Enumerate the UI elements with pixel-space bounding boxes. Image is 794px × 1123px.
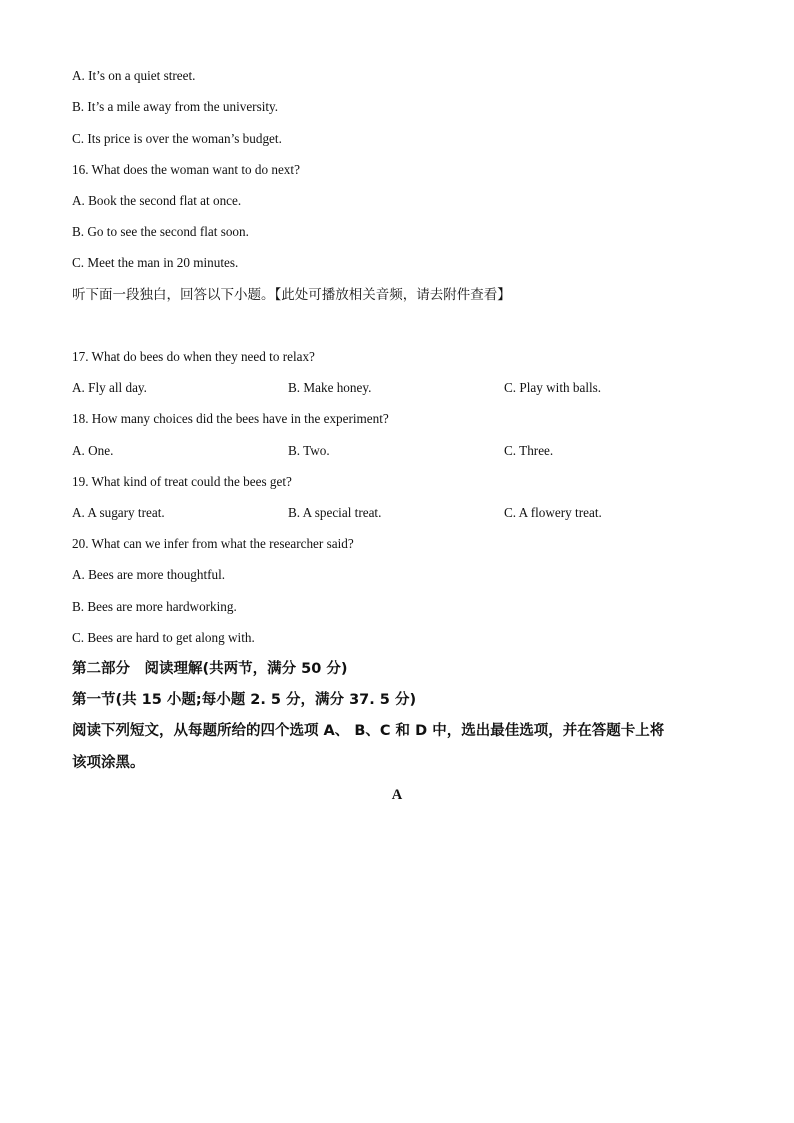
q20-option-b: B. Bees are more hardworking.: [72, 599, 237, 614]
q17-options: [72, 380, 722, 396]
section1-heading: 第一节(共 15 小题;每小题 2. 5 分，满分 37. 5 分): [72, 692, 417, 708]
part2-heading: 第二部分 阅读理解(共两节，满分 50 分): [72, 661, 348, 677]
q17-option-c: C. Play with balls.: [504, 380, 602, 395]
q18-question: 18. How many choices did the bees have in the experiment?: [72, 411, 389, 426]
q19-option-a: A. A sugary treat.: [72, 505, 165, 520]
q15-option-b: B. It’s a mile away from the university.: [72, 99, 279, 114]
q17-question: 17. What do bees do when they need to relax?: [72, 349, 315, 364]
reading-instruction-line2: 该项涂黑。: [72, 755, 145, 771]
q18-option-b: B. Two.: [288, 443, 330, 458]
q18-option-c: C. Three.: [504, 443, 554, 458]
monologue-instruction: 听下面一段独白，回答以下小题。【此处可播放相关音频，请去附件查看】: [72, 287, 511, 303]
q17-option-b: B. Make honey.: [288, 380, 372, 395]
q18-options: [72, 443, 722, 459]
reading-instruction-line1: 阅读下列短文，从每题所给的四个选项 A、 B、C 和 D 中，选出最佳选项，并在答题卡上将: [72, 723, 665, 739]
q16-option-b: B. Go to see the second flat soon.: [72, 224, 249, 239]
q16-question: 16. What does the woman want to do next?: [72, 162, 300, 177]
q15-option-a: A. It’s on a quiet street.: [72, 68, 196, 83]
q19-options: [72, 505, 722, 521]
q16-option-c: C. Meet the man in 20 minutes.: [72, 255, 239, 270]
passage-label: A: [391, 787, 403, 803]
q19-option-b: B. A special treat.: [288, 505, 382, 520]
q19-question: 19. What kind of treat could the bees get?: [72, 474, 292, 489]
q17-option-a: A. Fly all day.: [72, 380, 147, 395]
q16-option-a: A. Book the second flat at once.: [72, 193, 242, 208]
q20-option-c: C. Bees are hard to get along with.: [72, 630, 255, 645]
q20-option-a: A. Bees are more thoughtful.: [72, 567, 226, 582]
q20-question: 20. What can we infer from what the researcher said?: [72, 536, 354, 551]
q19-option-c: C. A flowery treat.: [504, 505, 602, 520]
q15-option-c: C. Its price is over the woman’s budget.: [72, 131, 282, 146]
q18-option-a: A. One.: [72, 443, 114, 458]
